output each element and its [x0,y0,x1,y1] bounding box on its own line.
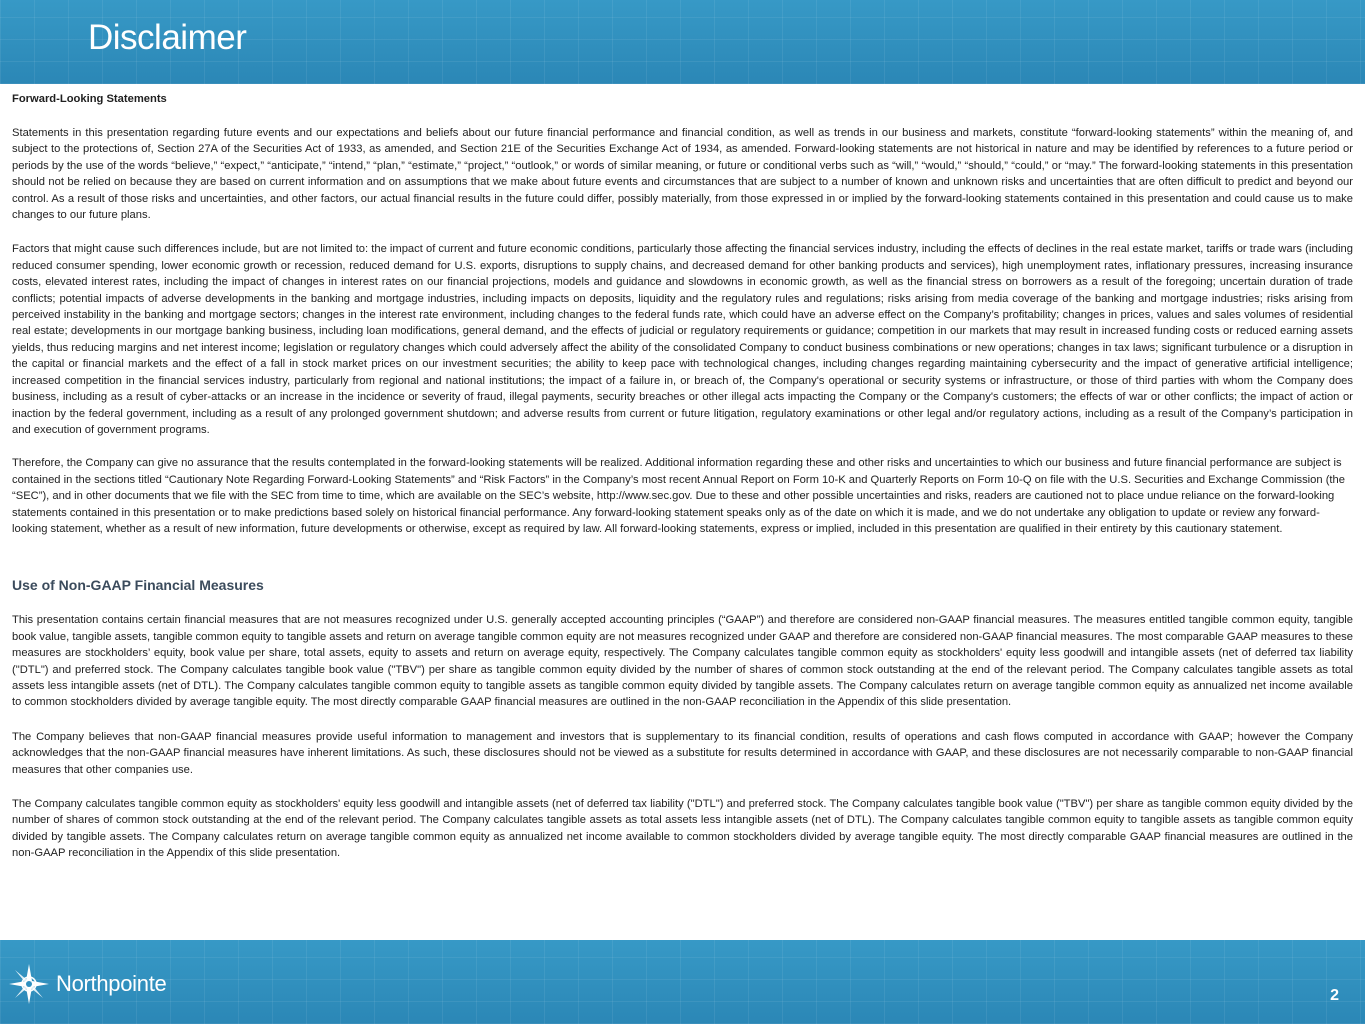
non-gaap-paragraph-1: This presentation contains certain financial measures that are not measures recognized under U.S. generally accepted accounting principles (“GAAP”) and therefore are considered non-GAAP financial measures. The measures entitled tangible common equity, tangible book value, tangible assets, tangible common equity to tangible assets and return on average tangible common equity are not measures recognized under GAAP and therefore are considered non-GAAP financial measures. The most comparable GAAP measures to these measures are stockholders’ equity, book value per share, total assets, equity to assets and return on average equity, respectively. The Company calculates tangible common equity as stockholders' equity less goodwill and intangible assets (net of deferred tax liability ("DTL") and preferred stock. The Company calculates tangible book value ("TBV") per share as tangible common equity divided by the number of shares of common stock outstanding at the end of the relevant period. The Company calculates tangible assets as total assets less intangible assets (net of DTL). The Company calculates tangible common equity to tangible assets as tangible common equity divided by tangible assets. The Company calculates return on average tangible common equity as annualized net income available to common stockholders divided by average tangible equity. The most directly comparable GAAP financial measures are outlined in the non-GAAP reconciliation in the Appendix of this slide presentation. [12,614,1353,709]
compass-star-icon [8,963,50,1005]
forward-looking-heading: Forward-Looking Statements [12,93,167,105]
non-gaap-heading: Use of Non-GAAP Financial Measures [12,577,264,594]
page-number: 2 [1330,987,1339,1004]
header-band [0,0,1365,84]
non-gaap-paragraph-3: The Company calculates tangible common equity as stockholders' equity less goodwill and intangible assets (net of deferred tax liability ("DTL") and preferred stock. The Company calculates tangible book value ("TBV") per share as tangible common equity divided by the number of shares of common stock outstanding at the end of the relevant period. The Company calculates tangible assets as total assets less intangible assets (net of DTL). The Company calculates tangible common equity to tangible assets as tangible common equity divided by tangible assets. The Company calculates return on average tangible common equity as annualized net income available to common stockholders divided by average tangible equity. The most directly comparable GAAP financial measures are outlined in the non-GAAP reconciliation in the Appendix of this slide presentation. [12,798,1353,860]
forward-paragraph-1: Statements in this presentation regarding future events and our expectations and beliefs about our future financial performance and financial condition, as well as trends in our business and markets, constitute “forward-looking statements” within the meaning of, and subject to the protections of, Section 27A of the Securities Act of 1933, as amended, and Section 21E of the Securities Exchange Act of 1934, as amended. Forward-looking statements are not historical in nature and may be identified by references to a future period or periods by the use of the words “believe,” “expect,” “anticipate,” “intend,” “plan,” “estimate,” “project,” “outlook,” or words of similar meaning, or future or conditional verbs such as “will,” “would,” “should,” “could,” or “may.” The forward-looking statements in this presentation should not be relied on because they are based on current information and on assumptions that we make about future events and circumstances that are subject to a number of known and unknown risks and uncertainties that are often difficult to predict and beyond our control. As a result of those risks and uncertainties, and other factors, our actual financial results in the future could differ, possibly materially, from those expressed in or implied by the forward-looking statements contained in this presentation and could cause us to make changes to our future plans. [12,127,1353,222]
non-gaap-paragraph-2: The Company believes that non-GAAP financial measures provide useful information to management and investors that is supplementary to its financial condition, results of operations and cash flows computed in accordance with GAAP; however the Company acknowledges that the non-GAAP financial measures have inherent limitations. As such, these disclosures should not be viewed as a substitute for results determined in accordance with GAAP, and these disclosures are not necessarily comparable to non-GAAP financial measures that other companies use. [12,730,1353,776]
footer-band [0,940,1365,1024]
northpointe-logo [8,962,166,1006]
forward-paragraph-2: Factors that might cause such differences include, but are not limited to: the impact of current and future economic conditions, particularly those affecting the financial services industry, including the effects of declines in the real estate market, tariffs or trade wars (including reduced consumer spending, lower economic growth or recession, reduced demand for U.S. exports, disruptions to supply chains, and decreased demand for other banking products and services), high unemployment rates, inflationary pressures, increasing insurance costs, elevated interest rates, including the impact of changes in interest rates on our financial projections, models and guidance and slowdowns in economic growth, as well as the financial stress on borrowers as a result of the foregoing; uncertain duration of trade conflicts; potential impacts of adverse developments in the banking and mortgage industries, including impacts on deposits, liquidity and the regulatory rules and regulations; risks arising from media coverage of the banking and mortgage industries; risks arising from perceived instability in the banking and mortgage sectors; changes in the interest rate environment, including changes to the federal funds rate, which could have an adverse effect on the Company’s profitability; changes in prices, values and sales volumes of residential real estate; developments in our mortgage banking business, including loan modifications, general demand, and the effects of judicial or regulatory requirements or guidance; competition in our markets that may result in increased funding costs or reduced earning assets yields, thus reducing margins and net interest income; legislation or regulatory changes which could adversely affect the ability of the consolidated Company to conduct business combinations or new operations; changes in tax laws; significant turbulence or a disruption in the capital or financial markets and the effect of a fall in stock market prices on our investment securities; the ability to keep pace with technological changes, including changes regarding maintaining cybersecurity and the impact of generative artificial intelligence; increased competition in the financial services industry, particularly from regional and national institutions; the impact of a failure in, or breach of, the Company's operational or security systems or infrastructure, or those of third parties with whom the Company does business, including as a result of cyber-attacks or an increase in the incidence or severity of fraud, illegal payments, security breaches or other illegal acts impacting the Company or the Company's customers; the effects of war or other conflicts; the impact of action or inaction by the federal government, including as a result of any prolonged government shutdown; and adverse results from current or future litigation, regulatory examinations or other legal and/or regulatory actions, including as a result of the Company’s participation in and execution of government programs. [12,243,1353,436]
logo-text: Northpointe [56,971,167,996]
content-area [12,91,1353,862]
page-title: Disclaimer [88,18,247,57]
forward-paragraph-3: Therefore, the Company can give no assurance that the results contemplated in the forward-looking statements will be realized. Additional information regarding these and other risks and uncertainties to which our business and future financial performance are subject is contained in the sections titled “Cautionary Note Regarding Forward-Looking Statements” and “Risk Factors” in the Company’s most recent Annual Report on Form 10-K and Quarterly Reports on Form 10-Q on file with the U.S. Securities and Exchange Commission (the “SEC”), and in other documents that we file with the SEC from time to time, which are available on the SEC’s website, http://www.sec.gov. Due to these and other possible uncertainties and risks, readers are cautioned not to place undue reliance on the forward-looking statements contained in this presentation or to make predictions based solely on historical financial performance. Any forward-looking statement speaks only as of the date on which it is made, and we do not undertake any obligation to update or review any forward-looking statement, whether as a result of new information, future developments or otherwise, except as required by law. All forward-looking statements, express or implied, included in this presentation are qualified in their entirety by this cautionary statement. [12,457,1345,535]
